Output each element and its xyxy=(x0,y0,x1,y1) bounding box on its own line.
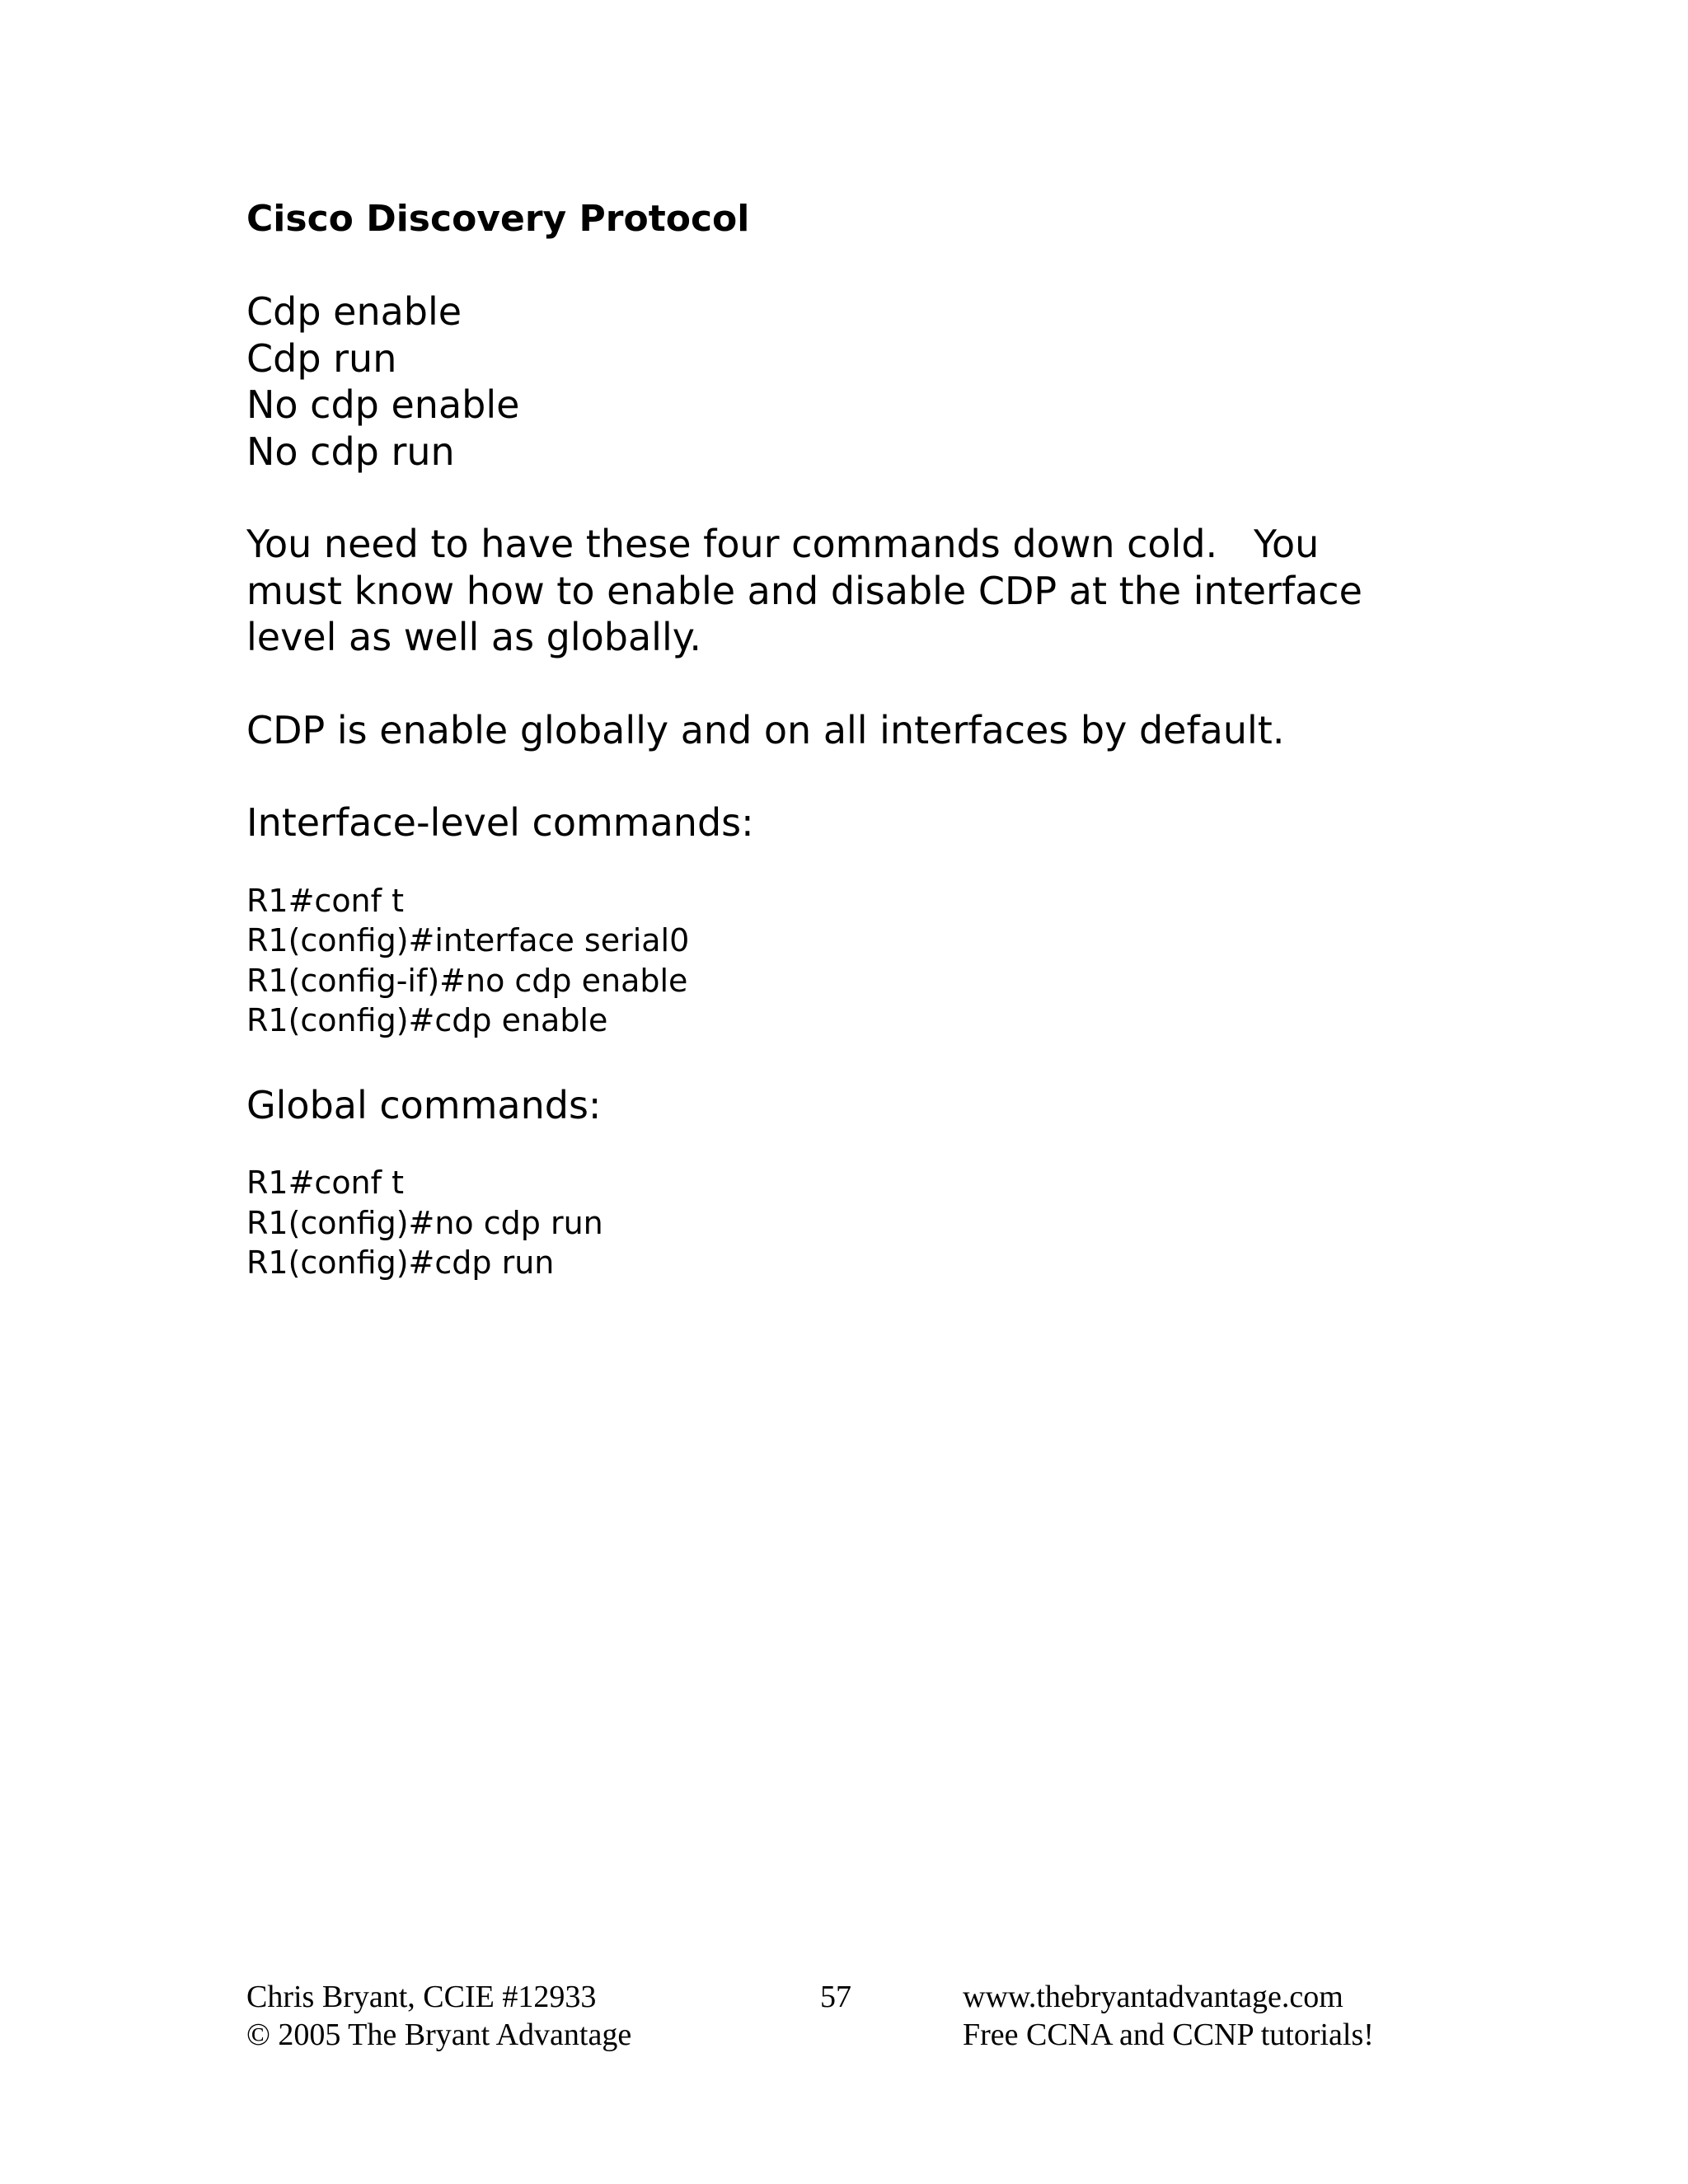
paragraph-line: You need to have these four commands down cold. You xyxy=(246,522,1320,566)
interface-heading: Interface-level commands: xyxy=(246,800,754,845)
command-item: Cdp enable xyxy=(246,289,462,334)
page-content xyxy=(246,196,1442,1283)
command-item: No cdp enable xyxy=(246,382,520,427)
page-footer xyxy=(246,1978,1442,2069)
interface-commands-block xyxy=(246,881,1442,1041)
command-item: Cdp run xyxy=(246,335,397,381)
code-line: R1#conf t xyxy=(246,1165,405,1201)
footer-page-number: 57 xyxy=(820,1980,851,2014)
paragraph-line: must know how to enable and disable CDP at the interface xyxy=(246,568,1362,613)
code-line: R1(config)#cdp run xyxy=(246,1244,555,1281)
page-title: Cisco Discovery Protocol xyxy=(246,198,750,240)
footer-tagline: Free CCNA and CCNP tutorials! xyxy=(963,2018,1374,2052)
code-line: R1(config-if)#no cdp enable xyxy=(246,962,688,999)
code-line: R1(config)#no cdp run xyxy=(246,1204,603,1241)
paragraph-line: level as well as globally. xyxy=(246,615,702,659)
footer-copyright: © 2005 The Bryant Advantage xyxy=(246,2018,632,2052)
global-heading: Global commands: xyxy=(246,1082,602,1127)
footer-website: www.thebryantadvantage.com xyxy=(963,1980,1343,2014)
footer-left xyxy=(246,1978,631,2054)
global-commands-block xyxy=(246,1163,1442,1283)
code-line: R1(config)#cdp enable xyxy=(246,1002,608,1038)
command-item: No cdp run xyxy=(246,429,455,474)
command-list xyxy=(246,288,1442,475)
footer-author: Chris Bryant, CCIE #12933 xyxy=(246,1980,597,2014)
paragraph-commands-note xyxy=(246,521,1442,661)
paragraph-default-note: CDP is enable globally and on all interfaces by default. xyxy=(246,707,1285,752)
code-line: R1#conf t xyxy=(246,882,405,919)
code-line: R1(config)#interface serial0 xyxy=(246,922,690,958)
footer-right xyxy=(963,1978,1374,2054)
